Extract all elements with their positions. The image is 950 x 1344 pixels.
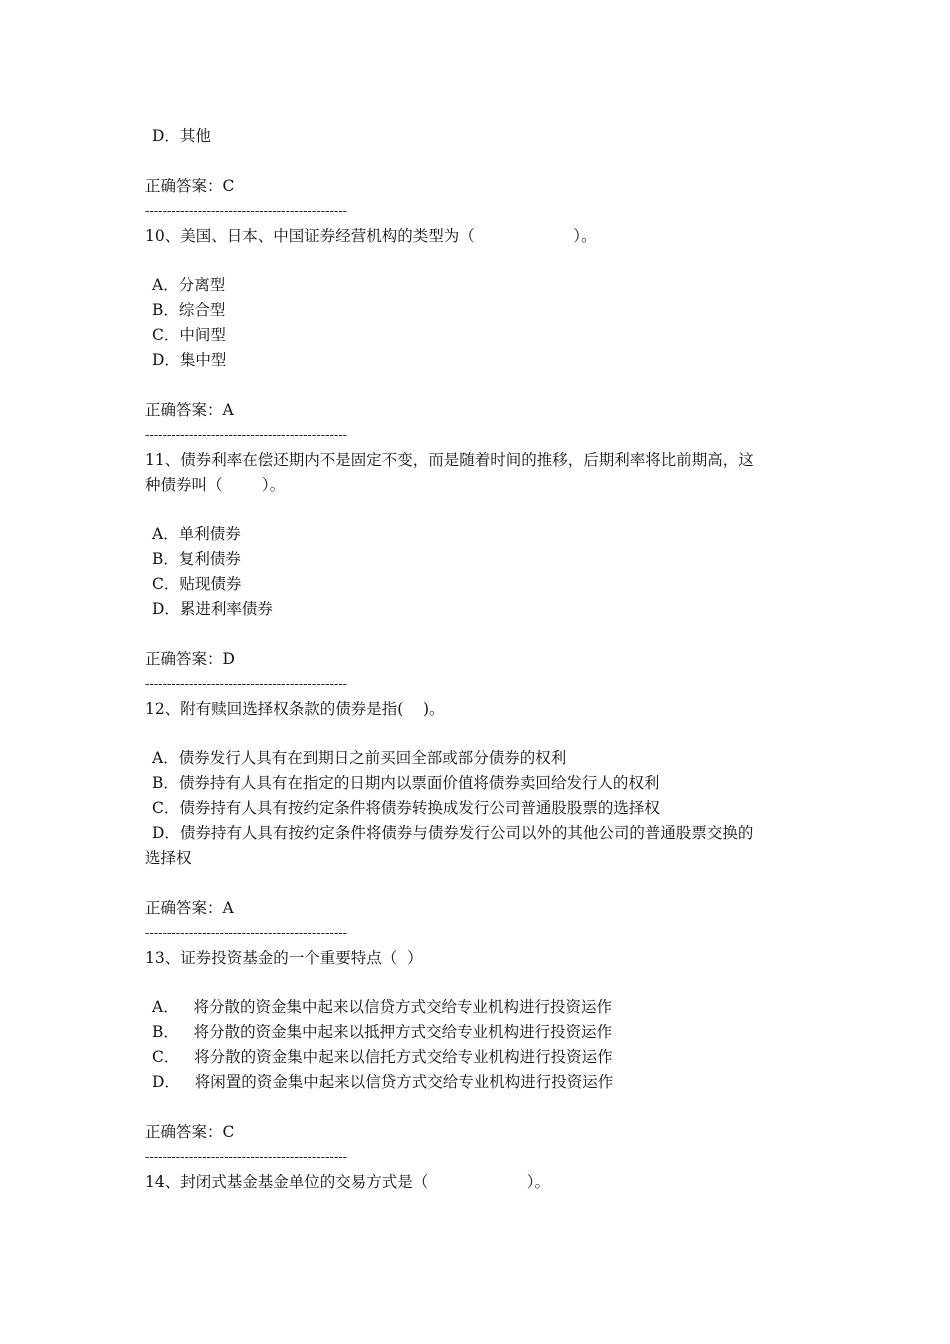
answer-option: D．债券持有人具有按约定条件将债券与债券发行公司以外的其他公司的普通股票交换的 xyxy=(152,824,754,842)
answer-option: D． 将闲置的资金集中起来以信贷方式交给专业机构进行投资运作 xyxy=(152,1073,614,1091)
correct-answer: 正确答案：D xyxy=(145,650,235,668)
answer-option: A．分离型 xyxy=(152,276,226,294)
answer-option: C．债券持有人具有按约定条件将债券转换成发行公司普通股股票的选择权 xyxy=(152,799,660,817)
answer-option: D．集中型 xyxy=(152,351,227,369)
separator-line: ---------------------------------------------- xyxy=(145,1150,348,1165)
answer-option: D．累进利率债券 xyxy=(152,600,273,618)
correct-answer: 正确答案：A xyxy=(145,401,234,419)
answer-option: B．综合型 xyxy=(152,301,226,319)
question-text: 11、债券利率在偿还期内不是固定不变，而是随着时间的推移，后期利率将比前期高，这 xyxy=(145,451,754,469)
question-text: 选择权 xyxy=(145,849,192,867)
answer-option: D．其他 xyxy=(152,127,211,145)
answer-option: A． 将分散的资金集中起来以信贷方式交给专业机构进行投资运作 xyxy=(152,998,612,1016)
correct-answer: 正确答案：C xyxy=(145,177,235,195)
question-text: 12、附有赎回选择权条款的债券是指( )。 xyxy=(145,700,445,718)
separator-line: ---------------------------------------------- xyxy=(145,677,348,692)
question-text: 14、封闭式基金基金单位的交易方式是（ ）。 xyxy=(145,1173,551,1191)
answer-option: C．中间型 xyxy=(152,326,226,344)
answer-option: B．债券持有人具有在指定的日期内以票面价值将债券卖回给发行人的权利 xyxy=(152,774,660,792)
answer-option: A．单利债券 xyxy=(152,525,241,543)
question-text: 种债券叫（ ）。 xyxy=(145,476,286,494)
answer-option: C．贴现债券 xyxy=(152,575,242,593)
separator-line: ---------------------------------------------- xyxy=(145,428,348,443)
correct-answer: 正确答案：A xyxy=(145,899,234,917)
correct-answer: 正确答案：C xyxy=(145,1123,235,1141)
question-text: 10、美国、日本、中国证券经营机构的类型为（ ）。 xyxy=(145,227,597,245)
answer-option: A．债券发行人具有在到期日之前买回全部或部分债券的权利 xyxy=(152,749,567,767)
separator-line: ---------------------------------------------- xyxy=(145,204,348,219)
question-text: 13、证券投资基金的一个重要特点（ ） xyxy=(145,949,423,967)
answer-option: C． 将分散的资金集中起来以信托方式交给专业机构进行投资运作 xyxy=(152,1048,613,1066)
answer-option: B．复利债券 xyxy=(152,550,241,568)
answer-option: B． 将分散的资金集中起来以抵押方式交给专业机构进行投资运作 xyxy=(152,1023,613,1041)
separator-line: ---------------------------------------------- xyxy=(145,926,348,941)
